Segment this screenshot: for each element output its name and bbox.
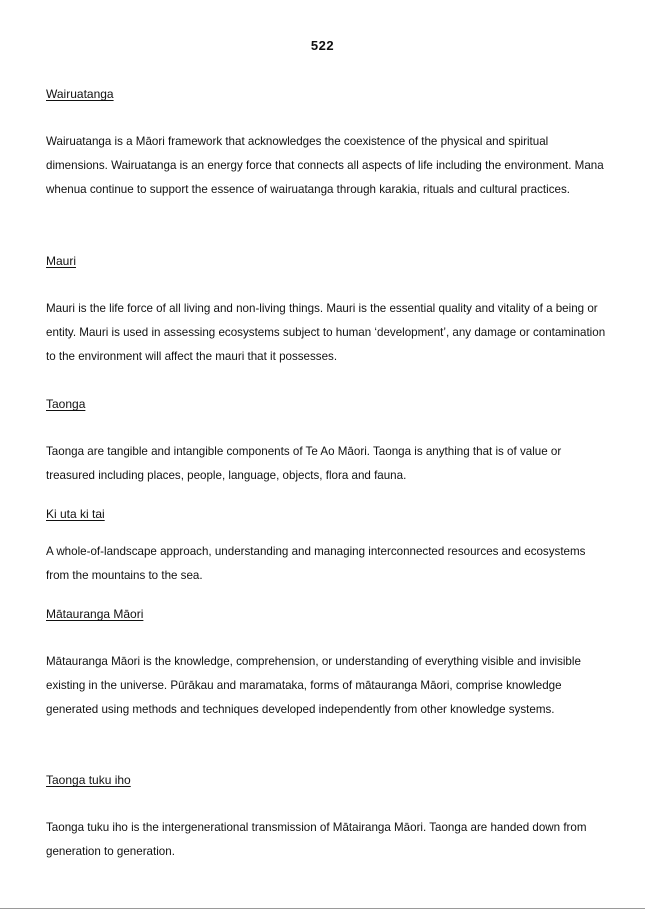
- section-ki-uta-ki-tai: [46, 506, 606, 522]
- section-mauri-body: [46, 297, 606, 368]
- section-heading: Taonga tuku iho: [46, 773, 131, 787]
- page-bottom-rule: [0, 908, 645, 909]
- section-paragraph: A whole-of-landscape approach, understanding and managing interconnected resources and ecosystems from the mountains to the sea.: [46, 545, 586, 582]
- section-paragraph: Taonga are tangible and intangible components of Te Ao Māori. Taonga is anything that is of value or treasured including places, people, language, objects, flora and fauna.: [46, 445, 562, 482]
- section-paragraph: Mātauranga Māori is the knowledge, comprehension, or understanding of everything visible and invisible existing in the universe. Pūrākau and maramataka, forms of mātauranga Māori, comprise knowledge generated using methods and techniques developed independently from other knowledge systems.: [46, 655, 581, 716]
- section-taonga-body: [46, 440, 606, 488]
- section-heading: Mauri: [46, 254, 77, 268]
- section-wairuatanga-body: [46, 130, 606, 201]
- page-number: 522: [310, 38, 335, 53]
- section-taonga-tuku-iho-body: [46, 816, 606, 864]
- section-wairuatanga: [46, 86, 606, 102]
- section-taonga: [46, 396, 606, 412]
- section-mauri: [46, 253, 606, 269]
- section-heading: Wairuatanga: [46, 87, 114, 101]
- section-heading: Mātauranga Māori: [46, 607, 144, 621]
- section-paragraph: Taonga tuku iho is the intergenerational transmission of Mātairanga Māori. Taonga are handed down from generation to generation.: [46, 821, 587, 858]
- section-paragraph: Wairuatanga is a Māori framework that acknowledges the coexistence of the physical and spiritual dimensions. Wairuatanga is an energy force that connects all aspects of life including the environment. Mana whenua continue to support the essence of wairuatanga through karakia, rituals and cultural practices.: [46, 135, 604, 196]
- section-ki-uta-ki-tai-body: [46, 540, 606, 588]
- section-matauranga-maori: [46, 606, 606, 622]
- section-heading: Ki uta ki tai: [46, 507, 105, 521]
- section-paragraph: Mauri is the life force of all living and non-living things. Mauri is the essential quality and vitality of a being or entity. Mauri is used in assessing ecosystems subject to human ‘development’, any damage or contamination to the environment will affect the mauri that it possesses.: [46, 302, 606, 363]
- section-matauranga-maori-body: [46, 650, 606, 721]
- section-heading: Taonga: [46, 397, 86, 411]
- section-taonga-tuku-iho: [46, 772, 606, 788]
